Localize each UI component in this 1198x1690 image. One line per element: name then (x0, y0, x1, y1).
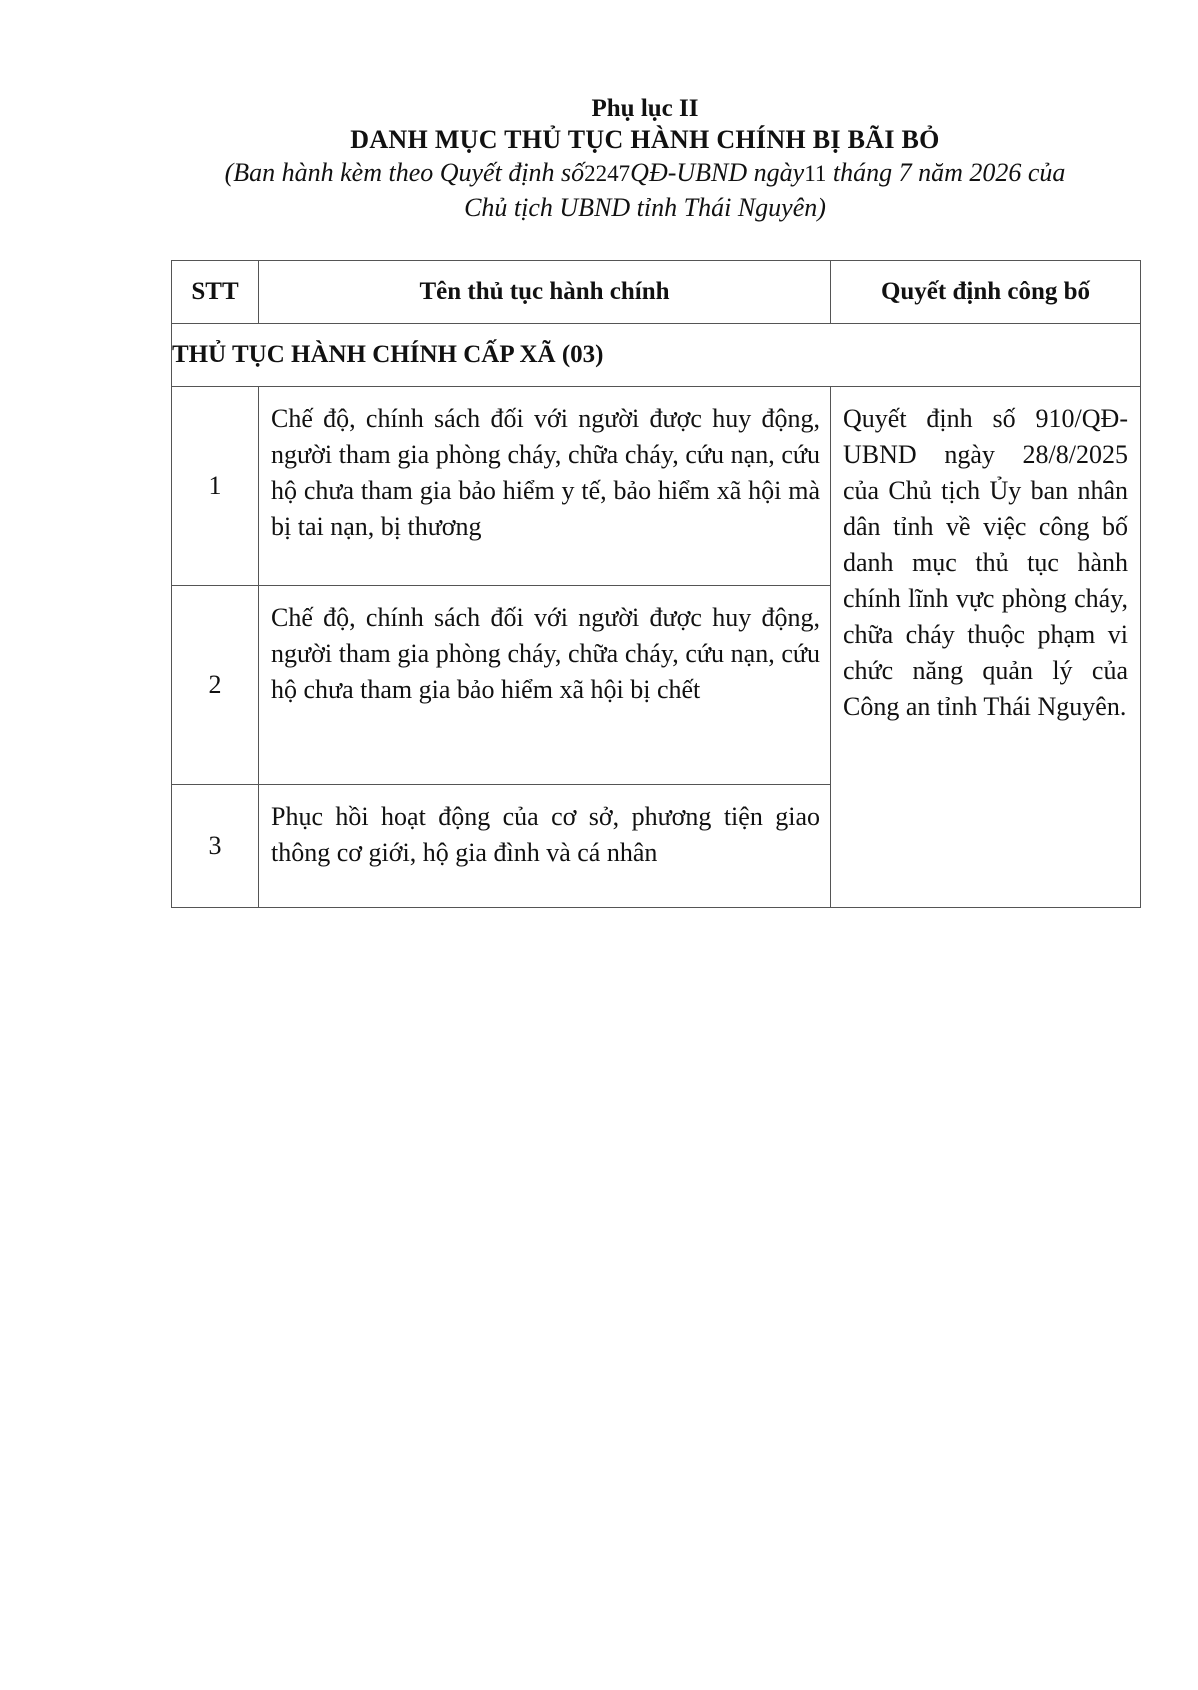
decision-day: 11 (804, 161, 827, 186)
document-subtitle (150, 156, 1140, 191)
procedure-name: Chế độ, chính sách đối với người được huy động, người tham gia phòng cháy, chữa cháy, cứu nạn, cứu hộ chưa tham gia bảo hiểm y tế, bảo hiểm xã hội mà bị tai nạn, bị thương (259, 387, 831, 586)
table-header-row (172, 261, 1141, 324)
column-header-decision: Quyết định công bố (831, 261, 1141, 324)
procedure-name: Chế độ, chính sách đối với người được huy động, người tham gia phòng cháy, chữa cháy, cứu nạn, cứu hộ chưa tham gia bảo hiểm xã hội bị chết (259, 586, 831, 785)
subtitle-part-3: tháng 7 năm 2026 của (826, 158, 1066, 187)
column-header-name: Tên thủ tục hành chính (259, 261, 831, 324)
document-header (150, 94, 1140, 225)
appendix-title: Phụ lục II (591, 95, 699, 122)
subtitle-line-2: Chủ tịch UBND tỉnh Thái Nguyên) (464, 193, 826, 222)
group-title: THỦ TỤC HÀNH CHÍNH CẤP XÃ (03) (172, 324, 1141, 387)
row-number: 2 (172, 586, 259, 785)
decision-cell: Quyết định số 910/QĐ-UBND ngày 28/8/2025 của Chủ tịch Ủy ban nhân dân tỉnh về việc công bố danh mục thủ tục hành chính lĩnh vực phòng cháy, chữa cháy thuộc phạm vi chức năng quản lý của Công an tỉnh Thái Nguyên. (831, 387, 1141, 908)
row-number: 1 (172, 387, 259, 586)
table-row (172, 387, 1141, 586)
procedures-table (171, 260, 1141, 908)
group-row (172, 324, 1141, 387)
column-header-stt: STT (172, 261, 259, 324)
subtitle-part-2: QĐ-UBND ngày (630, 158, 805, 187)
subtitle-part-1: (Ban hành kèm theo Quyết định số (224, 158, 585, 187)
row-number: 3 (172, 785, 259, 908)
decision-number: 2247 (584, 161, 631, 186)
procedure-name: Phục hồi hoạt động của cơ sở, phương tiện giao thông cơ giới, hộ gia đình và cá nhân (259, 785, 831, 908)
document-title: DANH MỤC THỦ TỤC HÀNH CHÍNH BỊ BÃI BỎ (350, 125, 940, 154)
